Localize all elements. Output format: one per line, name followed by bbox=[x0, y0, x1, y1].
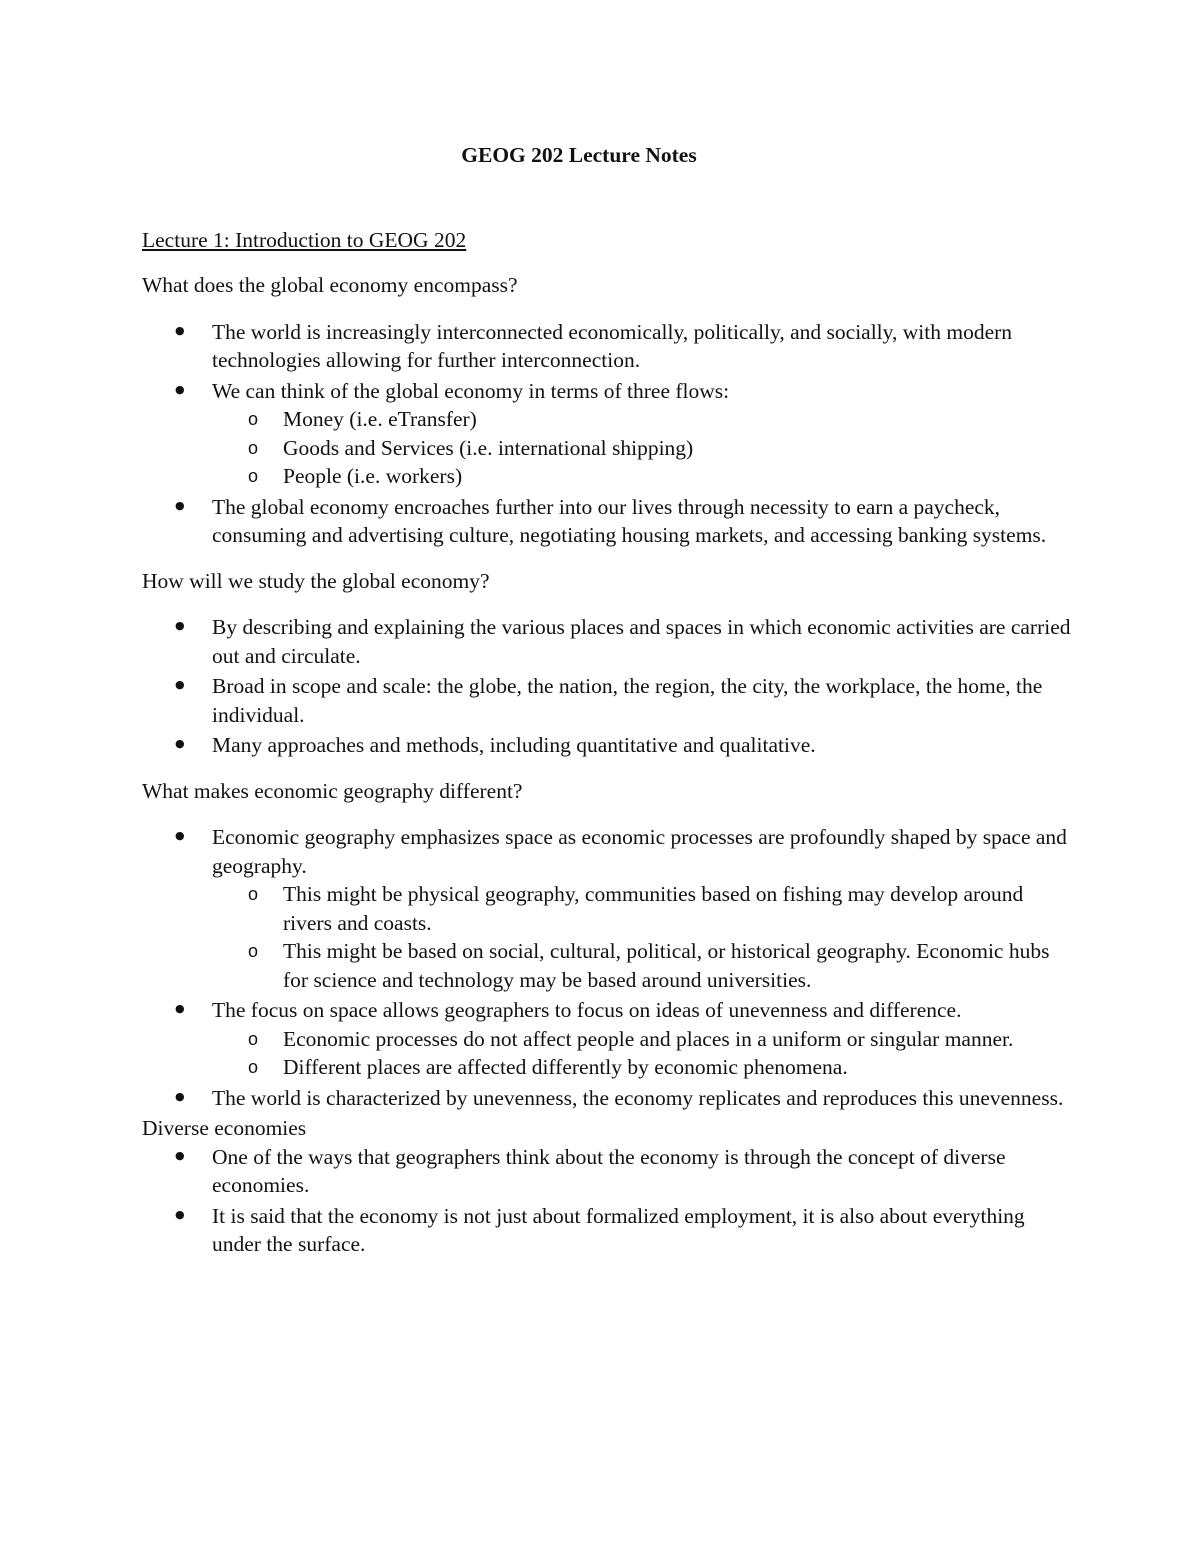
sub-bullet-item: o Money (i.e. eTransfer) bbox=[212, 405, 1072, 434]
section-question: What makes economic geography different? bbox=[142, 778, 523, 803]
bullet-list bbox=[142, 613, 1072, 760]
sub-bullet-item: o Goods and Services (i.e. international shipping) bbox=[212, 434, 1072, 463]
bullet-item bbox=[142, 1143, 1072, 1200]
bullet-item bbox=[142, 493, 1072, 550]
section-heading: Diverse economies bbox=[142, 1116, 307, 1140]
bullet-text: The world is characterized by unevenness, the economy replicates and reproduces this unevenness. bbox=[212, 1085, 1064, 1110]
sub-bullet-item: o Different places are affected differently by economic phenomena. bbox=[212, 1053, 1072, 1082]
bullet-item bbox=[142, 1202, 1072, 1259]
bullet-list bbox=[142, 318, 1072, 550]
document-title: GEOG 202 Lecture Notes bbox=[461, 143, 697, 167]
lecture-heading: Lecture 1: Introduction to GEOG 202 bbox=[142, 227, 467, 252]
sub-bullet-list bbox=[212, 880, 1072, 994]
bullet-item bbox=[142, 1084, 1072, 1113]
bullet-text: Broad in scope and scale: the globe, the nation, the region, the city, the workplace, the home, the individual. bbox=[212, 674, 1043, 727]
bullet-item bbox=[142, 823, 1072, 994]
bullet-item bbox=[142, 731, 1072, 760]
sub-bullet-list bbox=[212, 405, 1072, 491]
bullet-text: One of the ways that geographers think about the economy is through the concept of diverse economies. bbox=[212, 1144, 1006, 1197]
bullet-item bbox=[142, 613, 1072, 670]
bullet-text: By describing and explaining the various places and spaces in which economic activities are carried out and circulate. bbox=[212, 615, 1071, 668]
bullet-list bbox=[142, 823, 1072, 1112]
sub-bullet-item: o This might be physical geography, communities based on fishing may develop around rivers and coasts. bbox=[212, 880, 1072, 937]
bullet-text: The global economy encroaches further into our lives through necessity to earn a paycheck, consuming and advertising culture, negotiating housing markets, and accessing banking systems. bbox=[212, 494, 1047, 547]
sub-bullet-item: o People (i.e. workers) bbox=[212, 462, 1072, 491]
bullet-text: It is said that the economy is not just about formalized employment, it is also about everything under the surface. bbox=[212, 1203, 1025, 1256]
sub-bullet-item: o This might be based on social, cultural, political, or historical geography. Economic hubs for science and technology may be based around universities. bbox=[212, 937, 1072, 994]
bullet-text: Many approaches and methods, including quantitative and qualitative. bbox=[212, 733, 816, 757]
bullet-text: We can think of the global economy in terms of three flows: bbox=[212, 378, 730, 403]
bullet-item bbox=[142, 672, 1072, 729]
bullet-item bbox=[142, 996, 1072, 1082]
sub-bullet-item: o Economic processes do not affect people and places in a uniform or singular manner. bbox=[212, 1025, 1072, 1054]
bullet-text: Economic geography emphasizes space as economic processes are profoundly shaped by space and geography. bbox=[212, 825, 1067, 878]
document-body bbox=[142, 141, 1072, 1261]
bullet-item bbox=[142, 318, 1072, 375]
bullet-text: The world is increasingly interconnected economically, politically, and socially, with modern technologies allowing for further interconnection. bbox=[212, 319, 1013, 372]
bullet-list bbox=[142, 1143, 1072, 1259]
bullet-text: The focus on space allows geographers to focus on ideas of unevenness and difference. bbox=[212, 998, 962, 1022]
bullet-item bbox=[142, 377, 1072, 491]
section-question: How will we study the global economy? bbox=[142, 568, 490, 593]
sub-bullet-list bbox=[212, 1025, 1072, 1082]
section-question: What does the global economy encompass? bbox=[142, 273, 518, 297]
